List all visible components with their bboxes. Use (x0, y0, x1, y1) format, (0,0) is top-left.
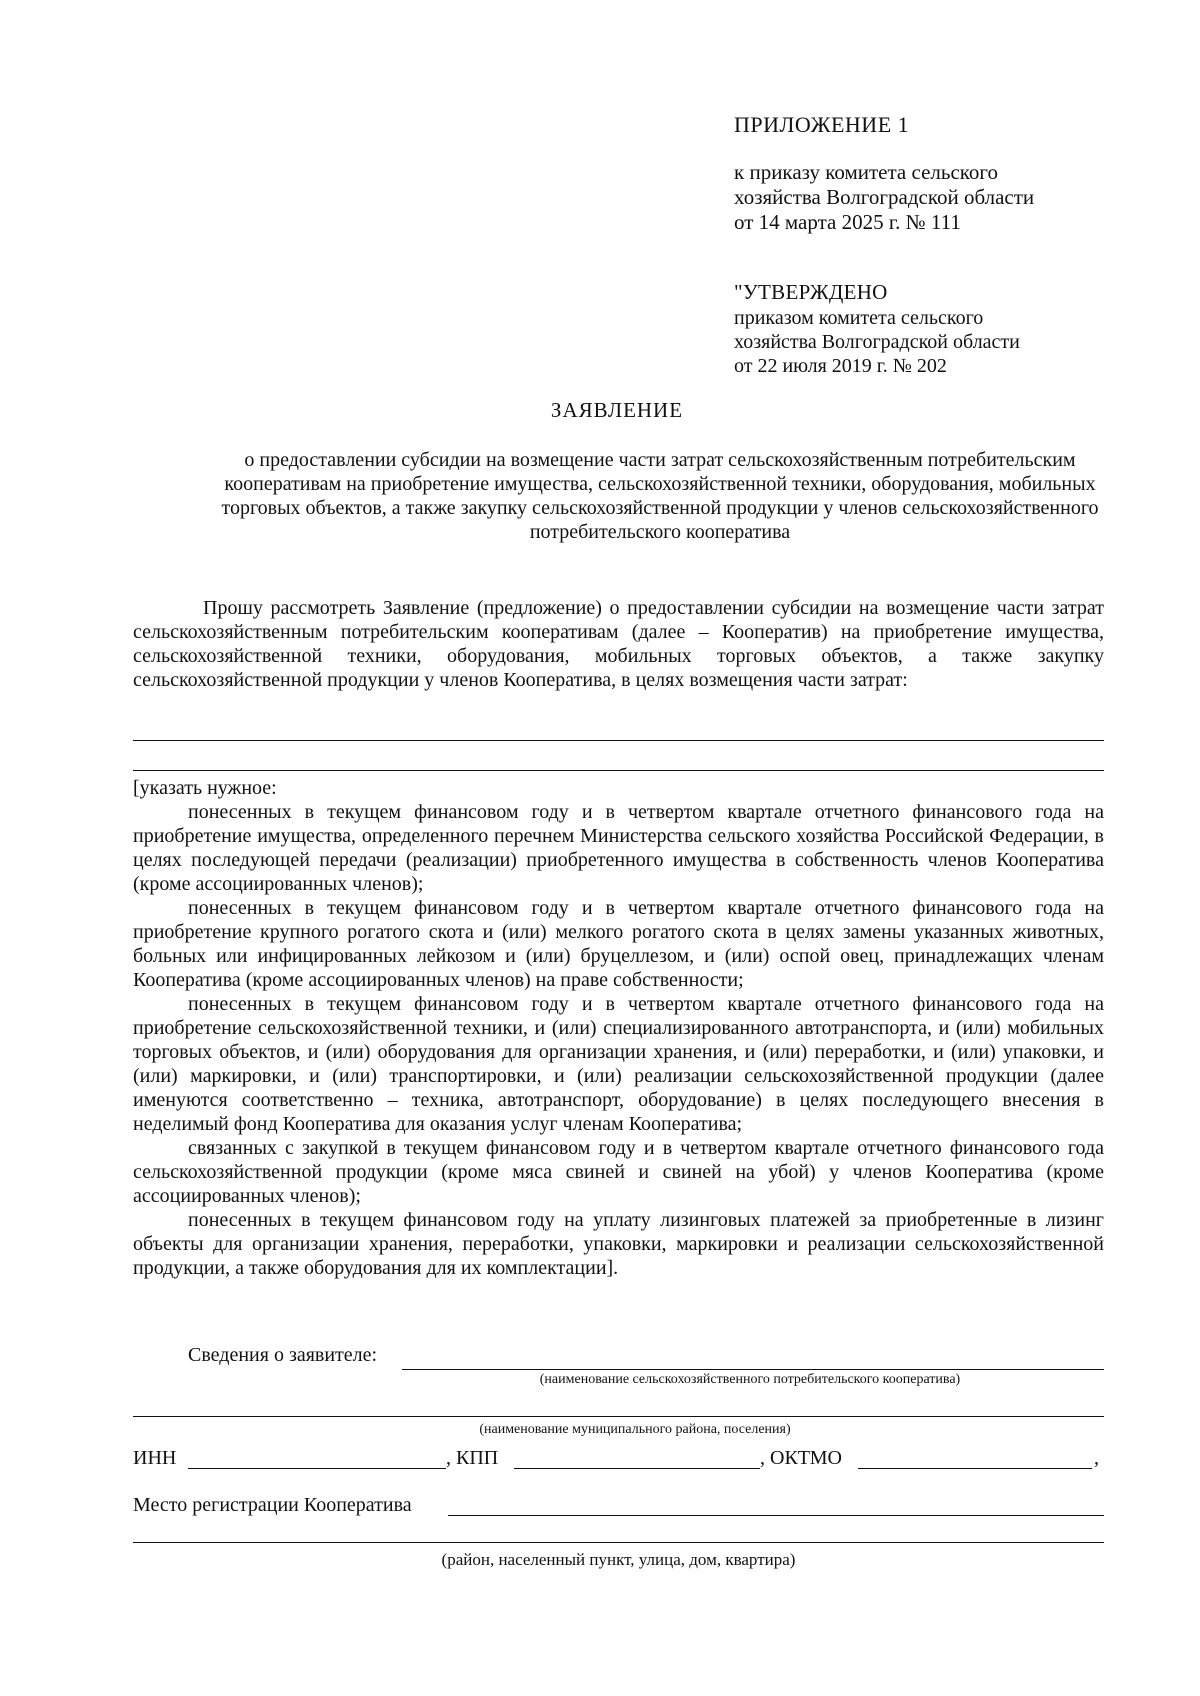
approved-heading: "УТВЕРЖДЕНО (734, 280, 888, 304)
municipality-line[interactable] (133, 1416, 1104, 1417)
options-list (133, 800, 1104, 1280)
option-item: понесенных в текущем финансовом году и в четвертом квартале отчетного финансового года на приобретение крупного рогатого скота и (или) мелкого рогатого скота в целях замены указанных животных, больных или инфицированных лейкозом и (или) бруцеллезом, и (или) оспой овец, принадлежащих членам Кооператива (кроме ассоциированных членов) на праве собственности; (133, 897, 1104, 991)
option-item: связанных с закупкой в текущем финансовом году и в четвертом квартале отчетного финансового года сельскохозяйственной продукции (кроме мяса свиней и свиней на убой) у членов Кооператива (кроме ассоциированных членов); (133, 1137, 1104, 1207)
option-item: понесенных в текущем финансовом году на уплату лизинговых платежей за приобретенные в лизинг объекты для организации хранения, переработки, упаковки, маркировки и реализации сельскохозяйственной продукции, а также оборудования для их комплектации]. (133, 1209, 1104, 1279)
trailing-comma: , (1094, 1447, 1099, 1469)
approved-line: хозяйства Волгоградской области (734, 331, 1020, 353)
approved-line: от 22 июля 2019 г. № 202 (734, 355, 947, 377)
municipality-caption: (наименование муниципального района, поселения) (479, 1422, 791, 1437)
registration-label: Место регистрации Кооператива (133, 1494, 412, 1516)
option-item: понесенных в текущем финансовом году и в четвертом квартале отчетного финансового года на приобретение сельскохозяйственной техники, и (или) специализированного автотранспорта, и (или) мобильных торговых объектов, и (или) оборудования для организации хранения, и (или) переработки, и (или) упаковки, и (или) маркировки, и (или) транспортировки, и (или) реализации сельскохозяйственной продукции (далее именуются соответственно – техника, автотранспорт, оборудование) в целях последующего внесения в неделимый фонд Кооператива для оказания услуг членам Кооператива; (133, 993, 1104, 1135)
appendix-number: ПРИЛОЖЕНИЕ 1 (734, 112, 910, 137)
oktmo-field[interactable] (858, 1468, 1092, 1469)
document-title: ЗАЯВЛЕНИЕ (550, 398, 684, 422)
inn-label: ИНН (133, 1447, 177, 1469)
options-heading: [указать нужное: (133, 777, 277, 799)
registration-field[interactable] (448, 1515, 1104, 1516)
document-subject: о предоставлении субсидии на возмещение части затрат сельскохозяйственным потребительским кооперативам на приобретение имущества, сельскохозяйственной техники, оборудования, мобильных торговых объектов, а также закупку сельскохозяйственной продукции у членов сельскохозяйственного потребительского кооператива (221, 449, 1099, 543)
order-line: от 14 марта 2025 г. № 111 (734, 210, 961, 234)
order-reference (734, 160, 1034, 235)
order-line: к приказу комитета сельского (734, 160, 999, 184)
applicant-label: Сведения о заявителе: (188, 1344, 378, 1366)
fill-line[interactable] (133, 740, 1104, 741)
inn-field[interactable] (188, 1468, 446, 1469)
order-line: хозяйства Волгоградской области (734, 185, 1035, 209)
registration-field-continued[interactable] (133, 1542, 1104, 1543)
cooperative-name-line[interactable] (402, 1369, 1104, 1370)
option-item: понесенных в текущем финансовом году и в четвертом квартале отчетного финансового года на приобретение имущества, определенного перечнем Министерства сельского хозяйства Российской Федерации, в целях последующей передачи (реализации) приобретенного имущества в собственность членов Кооператива (кроме ассоциированных членов); (133, 801, 1104, 895)
kpp-label: , КПП (446, 1447, 499, 1469)
cooperative-name-caption: (наименование сельскохозяйственного потребительского кооператива) (539, 1372, 961, 1387)
fill-line[interactable] (133, 770, 1104, 771)
approved-line: приказом комитета сельского (734, 307, 984, 329)
address-caption: (район, населенный пункт, улица, дом, квартира) (441, 1550, 796, 1569)
approval-stamp (734, 280, 1020, 378)
oktmo-label: , ОКТМО (760, 1447, 842, 1469)
intro-paragraph: Прошу рассмотреть Заявление (предложение) о предоставлении субсидии на возмещение части затрат сельскохозяйственным потребительским кооперативам (далее – Кооператив) на приобретение имущества, сельскохозяйственной техники, оборудования, мобильных торговых объектов, а также закупку сельскохозяйственной продукции у членов Кооператива, в целях возмещения части затрат: (133, 597, 1104, 691)
kpp-field[interactable] (514, 1468, 760, 1469)
